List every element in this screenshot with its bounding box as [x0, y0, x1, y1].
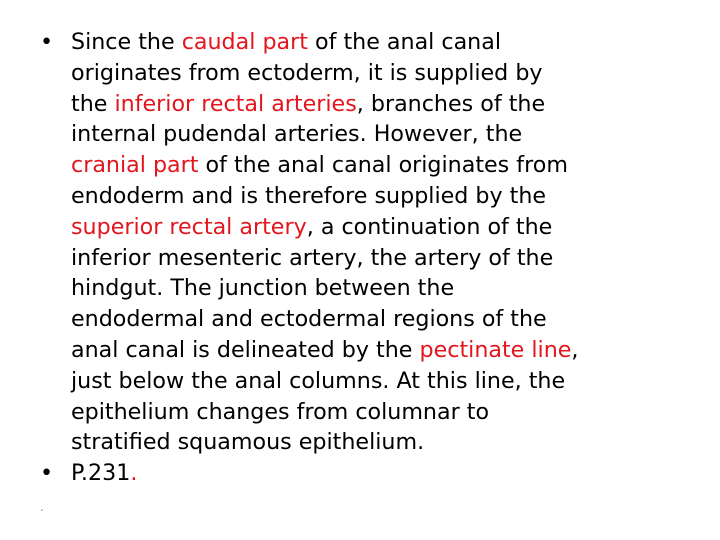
text-line: [71, 335, 674, 366]
text-segment: anal canal is delineated by the: [71, 336, 420, 363]
text-line: [71, 273, 674, 304]
highlighted-term: cranial part: [71, 152, 199, 179]
text-segment: inferior mesenteric artery, the artery of the: [71, 244, 554, 271]
bullet-text: [71, 27, 674, 458]
text-segment: ,: [571, 336, 579, 363]
text-line: [71, 89, 674, 120]
text-segment: the: [71, 90, 115, 117]
text-line: [71, 458, 674, 489]
bullet-item: [40, 458, 674, 489]
footer-mark: .: [40, 500, 44, 514]
text-line: [71, 58, 674, 89]
bullet-item: [40, 27, 674, 458]
bullet-list: [40, 27, 674, 489]
text-line: [71, 304, 674, 335]
text-line: [71, 366, 674, 397]
text-segment: of the anal canal originates from: [198, 152, 568, 179]
bullet-marker-icon: •: [40, 29, 54, 55]
highlighted-term: .: [130, 460, 138, 487]
highlighted-term: inferior rectal arteries: [114, 90, 357, 117]
highlighted-term: caudal part: [181, 29, 308, 55]
text-line: [71, 243, 674, 274]
text-line: [71, 119, 674, 150]
bullet-marker-icon: •: [40, 460, 54, 487]
text-line: [71, 212, 674, 243]
highlighted-term: pectinate line: [419, 336, 572, 363]
text-line: [71, 427, 674, 458]
text-segment: stratified squamous epithelium.: [71, 429, 425, 456]
text-segment: endodermal and ectodermal regions of the: [71, 306, 547, 333]
text-segment: , branches of the: [356, 90, 546, 117]
text-segment: , a continuation of the: [306, 213, 553, 240]
highlighted-term: superior rectal artery: [71, 213, 307, 240]
text-segment: epithelium changes from columnar to: [71, 398, 490, 425]
text-segment: internal pudendal arteries. However, the: [71, 121, 523, 148]
text-segment: originates from ectoderm, it is supplied by: [71, 59, 543, 86]
text-line: [71, 181, 674, 212]
text-segment: endoderm and is therefore supplied by the: [71, 182, 547, 209]
text-line: [71, 27, 674, 58]
text-segment: of the anal canal: [307, 29, 501, 55]
text-segment: just below the anal columns. At this line, the: [71, 367, 566, 394]
text-segment: hindgut. The junction between the: [71, 275, 455, 302]
text-segment: Since the: [71, 29, 182, 55]
text-segment: P.231: [71, 460, 131, 487]
bullet-text: [71, 458, 674, 489]
text-line: [71, 397, 674, 428]
text-line: [71, 150, 674, 181]
